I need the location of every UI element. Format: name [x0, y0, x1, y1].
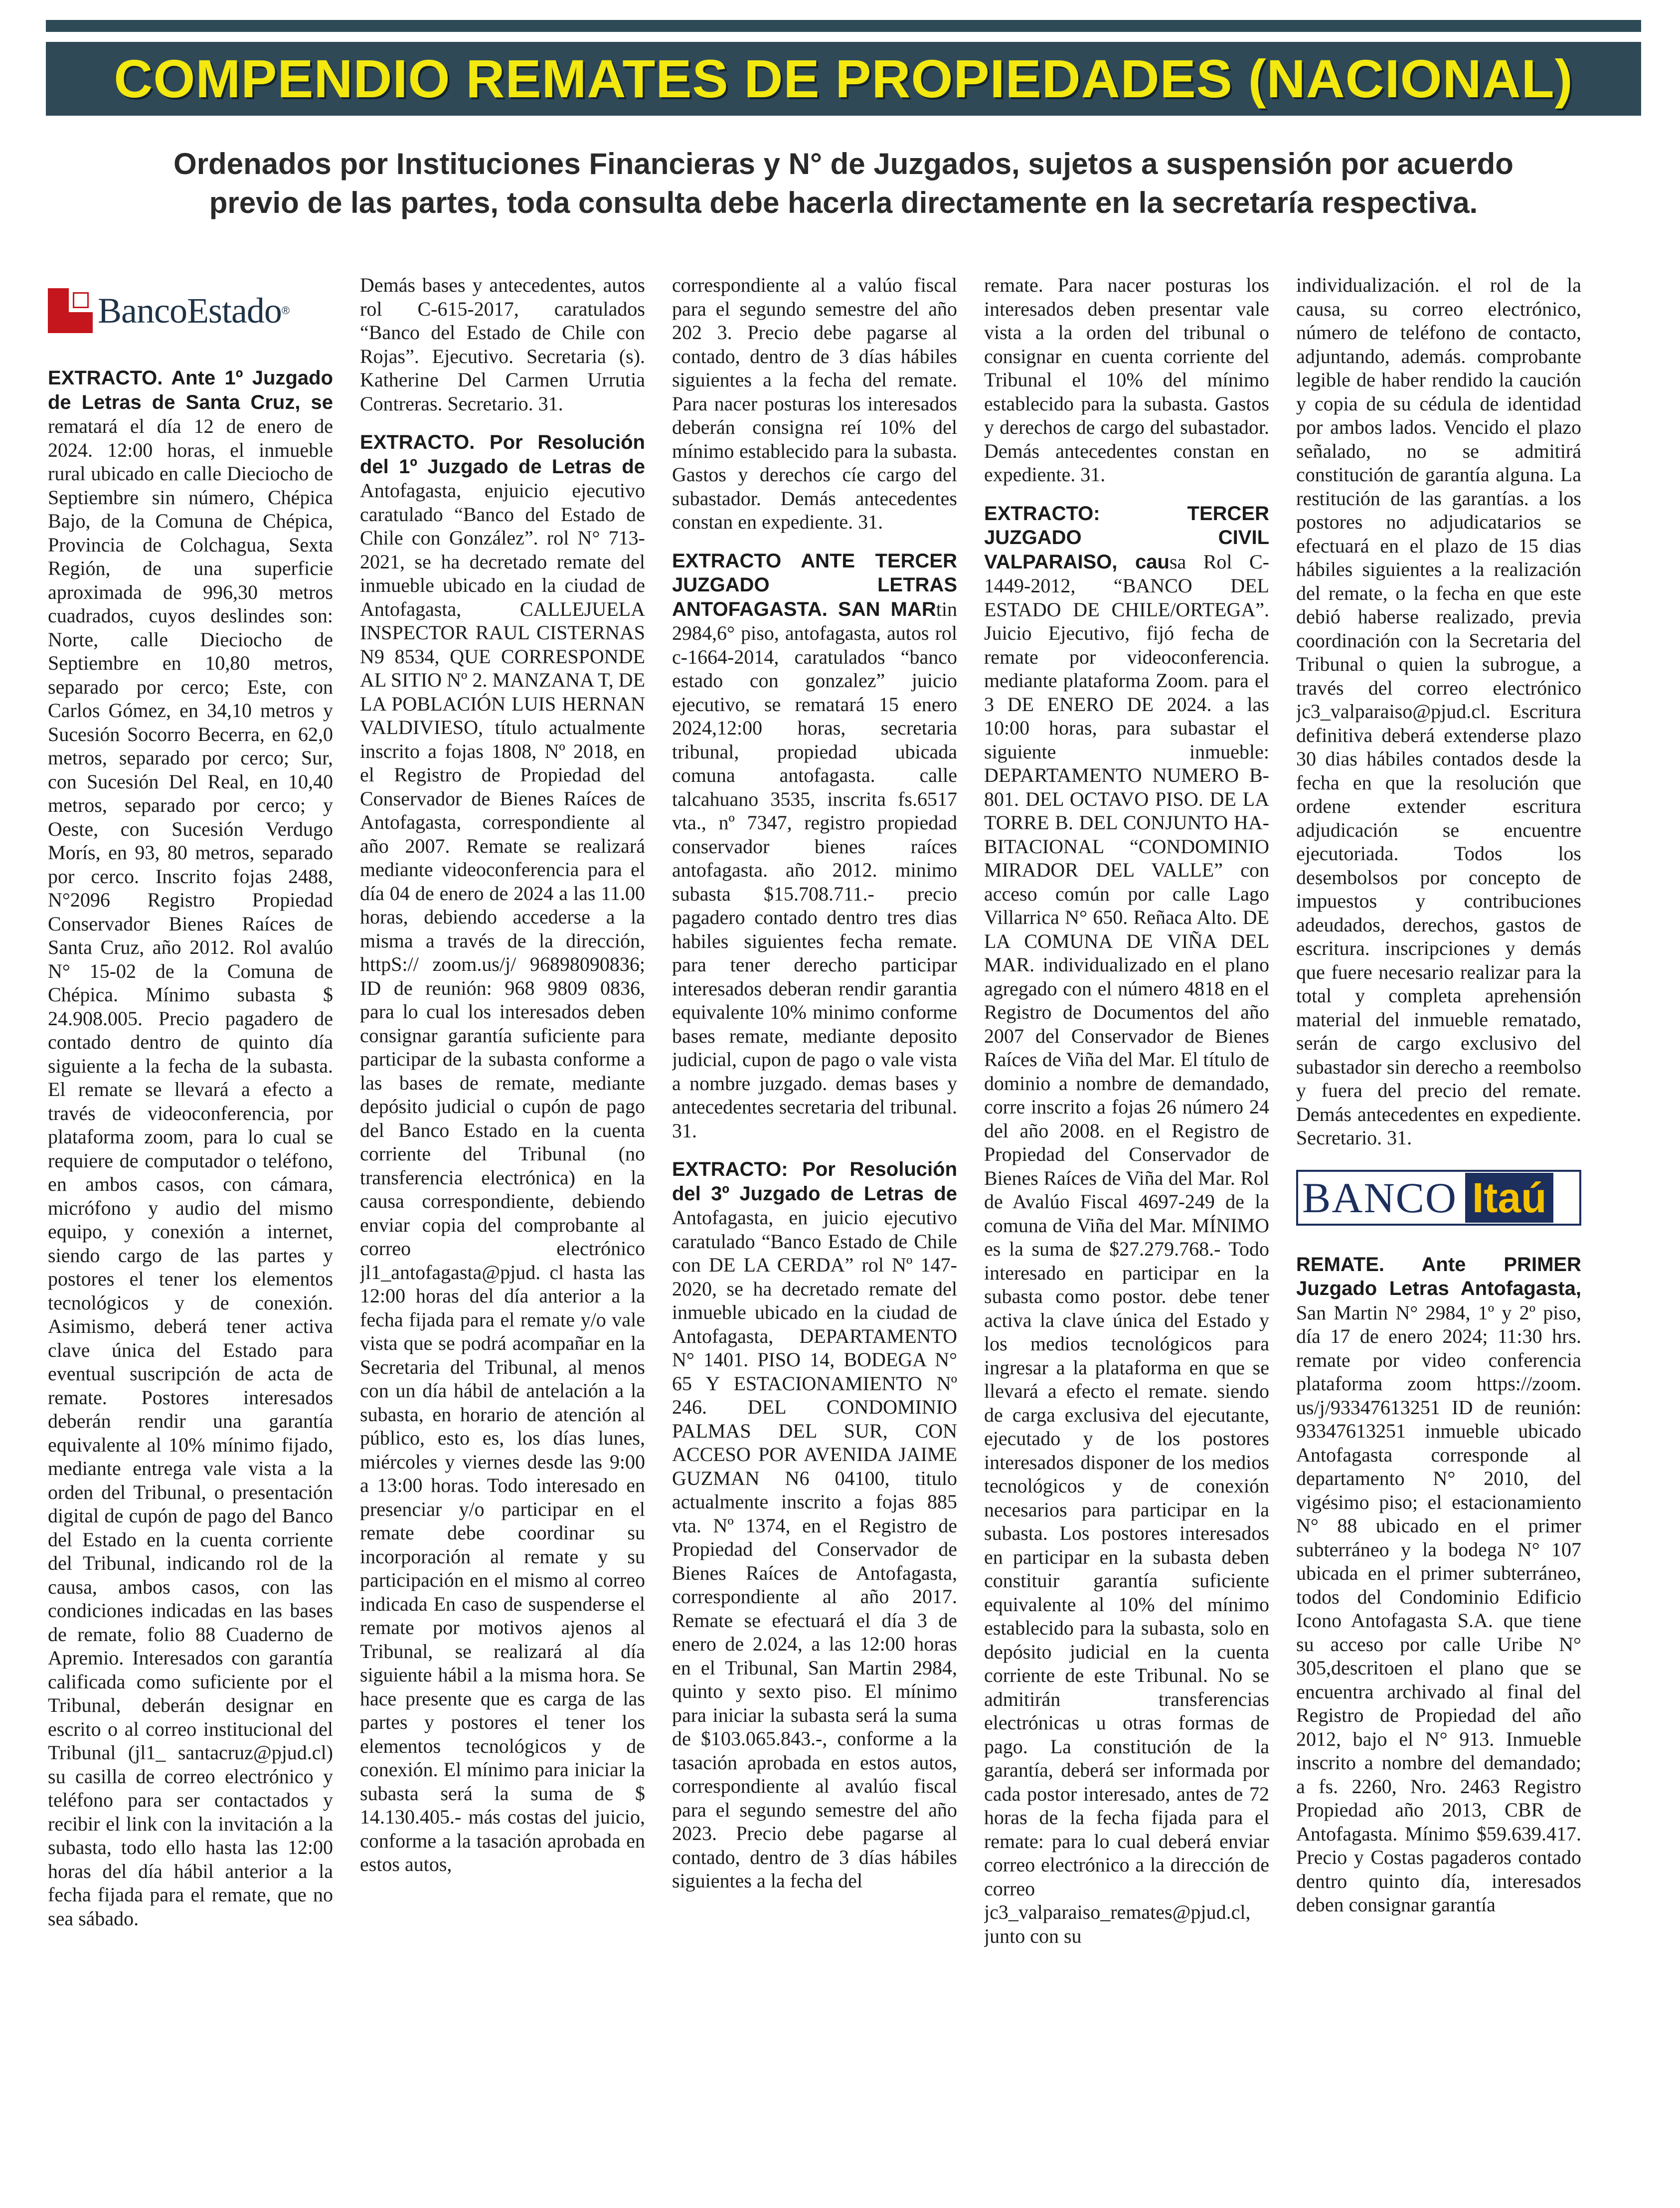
notice-valparaiso [984, 502, 1269, 1948]
column-2 [360, 273, 645, 2203]
notice-continuation: Demás bases y antecedentes, autos rol C-615-2017, caratulados “Banco del Estado de Chile con Rojas”. Ejecutivo. Secretaria (s). Katherine Del Carmen Urrutia Contreras. Secretario. 31. [360, 274, 645, 415]
column-1 [48, 273, 333, 2203]
notice-body: Antofagasta, en juicio ejecutivo caratulado “Banco Estado de Chile con DE LA CERDA” rol Nº 147-2020, se ha decretado remate del inmueble ubicado en la ciudad de Antofagasta, DEPARTAMENTO N° 1401. PISO 14, BODEGA N° 65 Y ESTACIONAMIENTO Nº 246. DEL CONDOMINIO PALMAS DEL SUR, CON ACCESO POR AVENIDA JAIME GUZMAN N6 04100, titulo actualmente inscrito a fojas 885 vta. Nº 1374, en el Registro de Propiedad del Conservador de Bienes Raíces de Antofagasta, correspondiente al año 2017. Remate se efectuará el día 3 de enero de 2.024, a las 12:00 horas en el Tribunal, San Martin 2984, quinto y sexto piso. El mínimo para iniciar la subasta será la suma de $103.065.843.-, conforme a la tasación aprobada en estos autos, correspondiente al avalúo fiscal para el segundo semestre del año 2023. Precio debe pagarse al contado, dentro de 3 días hábiles siguientes a la fecha del [672, 1206, 957, 1892]
notice-antofagasta-3-a [672, 549, 957, 1143]
page-subtitle [46, 145, 1641, 222]
notice-body: rematará el día 12 de enero de 2024. 12:00 horas, el inmueble rural ubicado en calle Dieciocho de Septiembre sin número, Chépica Bajo, de la Comuna de Chépica, Provincia de Colchagua, Sexta Región, de una superficie aproximada de 996,30 metros cuadrados, cuyos deslindes son: Norte, calle Dieciocho de Septiembre en 10,80 metros, separado por cerco; Este, con Carlos Gómez, en 34,10 metros y Sucesión Socorro Becerra, en 62,0 metros, separado por cerco; Sur, con Sucesión Del Real, en 10,40 metros, separado por cerco; y Oeste, con Sucesión Verdugo Morís, en 93, 80 metros, separado por cerco. Inscrito fojas 2488, N°2096 Registro Propiedad Conservador Bienes Raíces de Santa Cruz, año 2012. Rol avalúo N° 15-02 de la Comuna de Chépica. Mínimo subasta $ 24.908.005. Precio pagadero de contado dentro de quinto día siguiente a la fecha de la subasta. El remate se llevará a efecto a través de videoconferencia, por plataforma zoom, para lo cual se requiere de computador o teléfono, en ambos casos, con cámara, micrófono y audio del mismo equipo, y conexión a internet, siendo cargo de las partes y postores el tener los elementos tecnológicos y de conexión. Asimismo, deberá tener activa clave única del Estado para eventual suscripción de acta de remate. Postores interesados deberán rendir una garantía equivalente al 10% mínimo fijado, mediante entrega vale vista a la orden del Tribunal, o presentación digital de cupón de pago del Banco del Estado en la cuenta corriente del Tribunal, indicando rol de la causa, ambos casos, con las condiciones indicadas en las bases de remate, folio 88 Cuaderno de Apremio. Interesados con garantía calificada como suficiente por el Tribunal, deberán designar en escrito o al correo institucional del Tribunal (jl1_ santacruz@pjud.cl) su casilla de correo electrónico y teléfono para ser contactados y recibir el link con la invitación a la subasta, todo ello hasta las 12:00 horas del día hábil anterior a la fecha fijada para el remate, que no sea sábado. [48, 415, 333, 1930]
notice-lead: EXTRACTO. Ante 1º Juzgado de Letras de Santa Cruz, se [48, 367, 333, 413]
notice-continuation: remate. Para nacer posturas los interesados deben presentar vale vista a la orden del tribunal o consignar en cuenta corriente del Tribunal el 10% del mínimo establecido para la subasta. Gastos y derechos de cargo del subastador. Demás antecedentes constan en expediente. 31. [984, 274, 1269, 486]
notice-body: San Martin N° 2984, 1º y 2º piso, día 17 de enero 2024; 11:30 hrs. remate por video conferencia plataforma zoom https://zoom. us/j/93347613251 ID de reunión: 93347613251 inmueble ubicado Antofagasta corresponde al departamento N° 2010, del vigésimo piso; el estacionamiento N° 88 ubicado en el primer subterráneo y la bodega N° 107 ubicada en el primer subterráneo, todos del Condominio Edificio Icono Antofagasta S.A. que tiene su acceso por calle Uribe N° 305,descritoen el plano que se encuentra archivado al final del Registro de Propiedad del año 2012, bajo el N° 913. Inmueble inscrito a nombre del demandado; a fs. 2260, Nro. 2463 Registro Propiedad año 2013, CBR de Antofagasta. Mínimo $59.639.417. Precio y Costas pagaderos contado dentro quinto día, interesados deben consignar garantía [1296, 1301, 1581, 1916]
notice-antofagasta-1 [360, 430, 645, 1876]
notice-santa-cruz [48, 366, 333, 1930]
column-3 [672, 273, 957, 2203]
title-banner [46, 42, 1641, 116]
bancoestado-wordmark: BancoEstado [98, 290, 282, 331]
bancoestado-mark-icon [48, 288, 93, 333]
subtitle-line-1: Ordenados por Instituciones Financieras y N° de Juzgados, sujetos a suspensión por acuerdo [173, 147, 1513, 181]
notice-lead: EXTRACTO: TERCER JUZGADO CIVIL VALPARAISO, cau [984, 502, 1269, 573]
notice-lead: REMATE. Ante PRIMER Juzgado Letras Antofagasta, [1296, 1253, 1581, 1299]
notice-lead: EXTRACTO ANTE TERCER JUZGADO LETRAS ANTOFAGASTA. SAN MAR [672, 550, 957, 620]
notice-antofagasta-3-b [672, 1157, 957, 1893]
itau-banco-word: BANCO [1302, 1173, 1458, 1222]
notice-antofagasta-itau [1296, 1253, 1581, 1917]
notice-body: sa Rol C-1449-2012, “BANCO DEL ESTADO DE CHILE/ORTEGA”. Juicio Ejecutivo, fijó fecha de remate por videoconferencia. mediante plataforma Zoom. para el 3 DE ENERO DE 2024. a las 10:00 horas, para subastar el siguiente inmueble: DEPARTAMENTO NUMERO B-801. DEL OCTAVO PISO. DE LA TORRE B. DEL CONJUNTO HA-BITACIONAL “CONDOMINIO MIRADOR DEL VALLE” con acceso común por calle Lago Villarrica N° 650. Reñaca Alto. DE LA COMUNA DE VIÑA DEL MAR. individualizado en el plano agregado con el número 4818 en el Registro de Documentos del año 2007 del Conservador de Bienes Raíces de Viña del Mar. El título de dominio a nombre de demandado, corre inscrito a fojas 26 número 24 del año 2008. en el Registro de Propiedad del Conservador de Bienes Raíces de Viña del Mar. Rol de Avalúo Fiscal 4697-249 de la comuna de Viña del Mar. MÍNIMO es la suma de $27.279.768.- Todo interesado en participar en la subasta como postor. debe tener activa la clave única del Estado y los medios tecnológicos para ingresar a la plataforma en que se llevará a efecto el remate. siendo de carga exclusiva del ejecutante, ejecutado y de los postores interesados disponer de los medios tecnológicos y de conexión necesarios para participar en la subasta. Los postores interesados en participar en la subasta deben constituir garantía suficiente equivalente al 10% del mínimo establecido para la subasta, solo en depósito judicial en la cuenta corriente de este Tribunal. No se admitirán transferencias electrónicas u otras formas de pago. La constitución de la garantía, deberá ser informada por cada postor interesado, antes de 72 horas de la fecha fijada para el remate: para lo cual deberá enviar correo electrónico a la dirección de correo jc3_valparaiso_remates@pjud.cl, junto con su [984, 550, 1269, 1947]
subtitle-line-2: previo de las partes, toda consulta debe hacerla directamente en la secretaría respectiva. [209, 186, 1478, 219]
itau-word: Itaú [1465, 1173, 1553, 1223]
notice-body: Antofagasta, enjuicio ejecutivo caratulado “Banco del Estado de Chile con González”. rol N° 713-2021, se ha decretado remate del inmueble ubicado en la ciudad de Antofagasta, CALLEJUELA INSPECTOR RAUL CISTERNAS N9 8534, QUE CORRESPONDE AL SITIO Nº 2. MANZANA T, DE LA POBLACIÓN LUIS HERNAN VALDIVIESO, título actualmente inscrito a fojas 1808, Nº 2018, en el Registro de Propiedad del Conservador de Bienes Raíces de Antofagasta, correspondiente al año 2007. Remate se realizará mediante videoconferencia para el día 04 de enero de 2024 a las 11.00 horas, debiendo accederse a la misma a través de la dirección, httpS:// zoom.us/j/ 96898090836; ID de reunión: 968 9809 0836, para lo cual los interesados deben consignar garantía suficiente para participar de la subasta conforme a las bases de remate, mediante depósito judicial o cupón de pago del Banco Estado en la cuenta corriente del Tribunal (no transferencia electrónica) en la causa correspondiente, debiendo enviar copia del comprobante al correo electrónico jl1_antofagasta@pjud. cl hasta las 12:00 horas del día anterior a la fecha fijada para el remate y/o vale vista que se podrá acompañar en la Secretaria del Tribunal, al menos con un día hábil de antelación a la subasta, en horario de atención al público, esto es, los días lunes, miércoles y viernes desde las 9:00 a 13:00 horas. Todo interesado en presenciar y/o participar en el remate debe coordinar su incorporación al remate y su participación en el mismo al correo indicada En caso de suspenderse el remate por motivos ajenos al Tribunal, se realizará al día siguiente hábil a la misma hora. Se hace presente que es carga de las partes y postores el tener los elementos tecnológicos y de conexión. El mínimo para iniciar la subasta será la suma de $ 14.130.405.- más costas del juicio, conforme a la tasación aprobada en estos autos, [360, 479, 645, 1875]
notices-columns [48, 273, 1641, 2203]
notice-continuation: individualización. el rol de la causa, su correo electrónico, número de teléfono de contacto, adjuntando, además. comprobante legible de haber rendido la caución y copia de su cédula de identidad por ambos lados. Vencido el plazo señalado, no se admitirá constitución de garantía alguna. La restitución de las garantías. a los postores no adjudicatarios se efectuará en el plazo de 15 dias hábiles siguientes a la realización del remate, o la fecha en que este debió haberse realizado, previa coordinación con la Secretaria del Tribunal o quien la subrogue, a través del correo electrónico jc3_valparaiso@pjud.cl. Escritura definitiva deberá extenderse plazo 30 dias hábiles contados desde la fecha en que la resolución que ordene extender escritura adjudicación se encuentre ejecutoriada. Todos los desembolsos por concepto de impuestos y contribuciones adeudados, derechos, gastos de escritura. inscripciones y demás que fuere necesario realizar para la total y completa aprehensión material del inmueble rematado, serán de cargo exclusivo del subastador sin derecho a reembolso y fuera del precio del remate. Demás antecedentes en expediente. Secretario. 31. [1296, 274, 1581, 1149]
banco-itau-logo [1296, 1170, 1581, 1226]
column-4 [984, 273, 1269, 2203]
notice-body: tin 2984,6° piso, antofagasta, autos rol c-1664-2014, caratulados “banco estado con gonzalez” juicio ejecutivo, se rematará 15 enero 2024,12:00 horas, secretaria tribunal, propiedad ubicada comuna antofagasta. calle talcahuano 3535, inscrita fs.6517 vta., nº 7347, registro propiedad conservador bienes raíces antofagasta. año 2012. minimo subasta $15.708.711.- precio pagadero contado dentro tres dias habiles siguientes fecha remate. para tener derecho participar interesados deberan rendir garantia equivalente 10% minimo conforme bases remate, mediante deposito judicial, cupon de pago o vale vista a nombre juzgado. demas bases y antecedentes secretaria del tribunal. 31. [672, 597, 957, 1142]
column-5 [1296, 273, 1581, 2203]
page-title: COMPENDIO REMATES DE PROPIEDADES (NACIONAL) [114, 48, 1573, 109]
notice-continuation: correspondiente al a valúo fiscal para el segundo semestre del año 202 3. Precio debe pagarse al contado, dentro de 3 días hábiles siguientes a la fecha del remate. Para nacer posturas los interesados deberán consigna reí 10% del mínimo establecido para la subasta. Gastos y derechos cíe cargo del subastador. Demás antecedentes constan en expediente. 31. [672, 274, 957, 533]
notice-lead: EXTRACTO: Por Resolución del 3º Juzgado de Letras de [672, 1158, 957, 1205]
bancoestado-logo: BancoEstado ® [48, 288, 333, 333]
notice-lead: EXTRACTO. Por Resolución del 1º Juzgado de Letras de [360, 431, 645, 478]
header-rule [46, 20, 1641, 32]
